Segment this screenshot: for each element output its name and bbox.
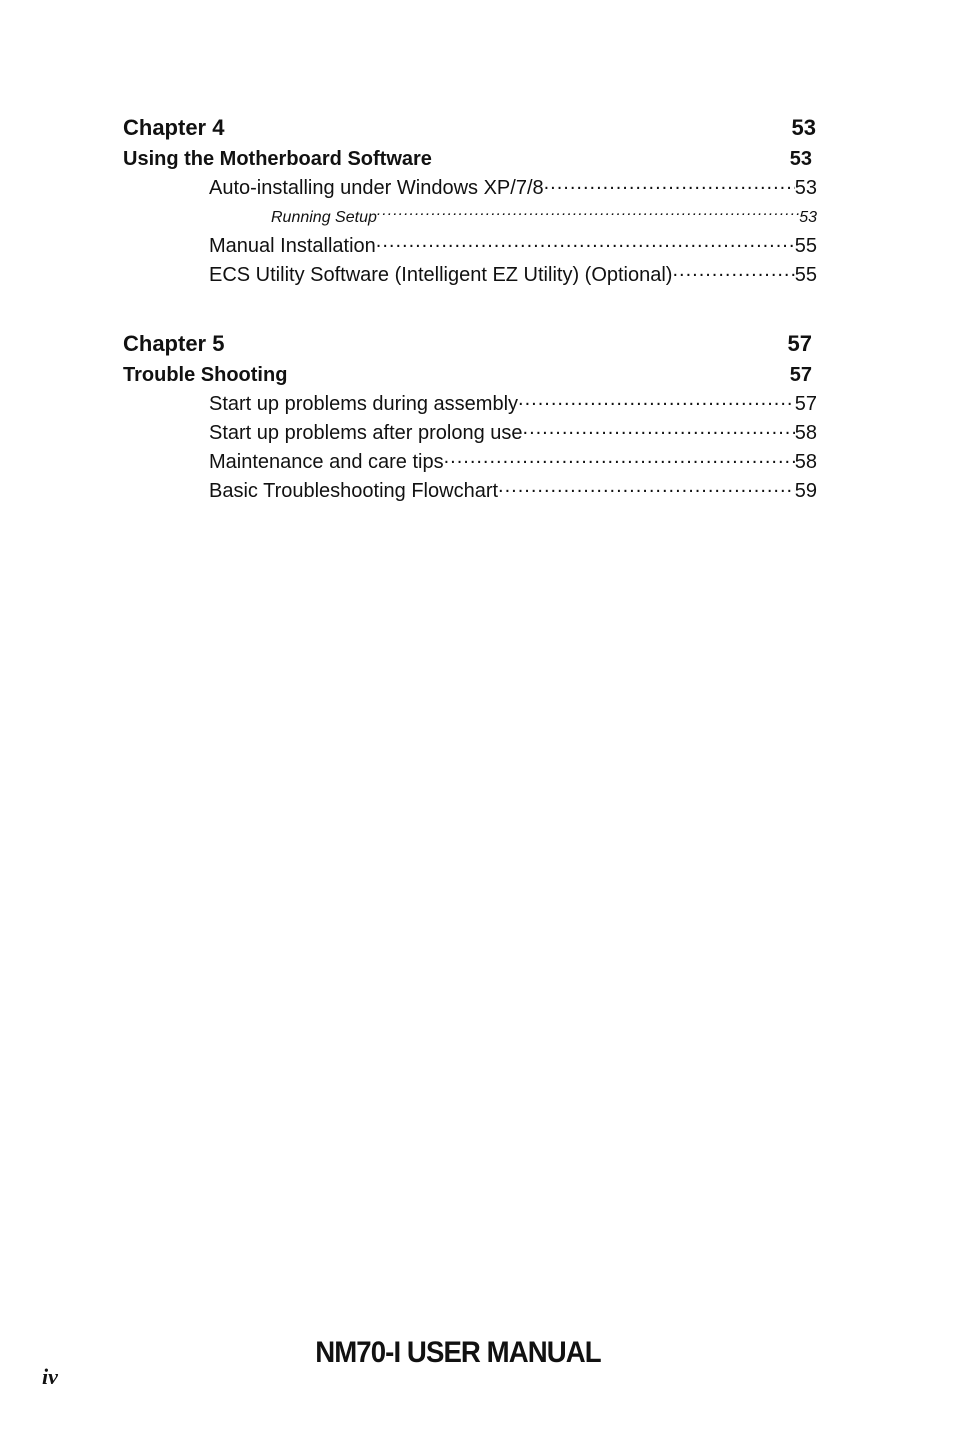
dot-leader xyxy=(672,261,794,281)
dot-leader xyxy=(523,419,795,439)
section-title: Trouble Shooting xyxy=(123,364,288,386)
chapter-label: Chapter 5 xyxy=(123,331,225,356)
toc-entry-page: 58 xyxy=(794,451,817,473)
toc-entry-title: Running Setup xyxy=(271,209,377,226)
toc-entry[interactable] xyxy=(123,261,817,290)
toc-entry[interactable] xyxy=(123,390,817,419)
toc-entry-title: Auto-installing under Windows XP/7/8 xyxy=(209,177,544,199)
toc-entry-title: Maintenance and care tips xyxy=(209,451,444,473)
toc-entry-page: 59 xyxy=(794,480,817,502)
toc-entry-page: 53 xyxy=(794,177,817,199)
toc-entry-title: ECS Utility Software (Intelligent EZ Utility) (Optional) xyxy=(209,264,673,286)
dot-leader xyxy=(444,448,795,468)
toc-entry-page: 57 xyxy=(794,393,817,415)
chapter-label: Chapter 4 xyxy=(123,115,225,140)
section-title: Using the Motherboard Software xyxy=(123,148,432,170)
section-page-number: 53 xyxy=(789,148,812,170)
chapter-heading[interactable] xyxy=(123,328,817,360)
toc-entry-title: Manual Installation xyxy=(209,235,376,257)
toc-subentry[interactable] xyxy=(123,203,817,232)
toc-entry[interactable] xyxy=(123,232,817,261)
toc-entry[interactable] xyxy=(123,174,817,203)
toc-entry[interactable] xyxy=(123,419,817,448)
toc-entry[interactable] xyxy=(123,448,817,477)
section-heading[interactable] xyxy=(123,360,817,390)
toc-entry-title: Start up problems during assembly xyxy=(209,393,519,415)
dot-leader xyxy=(498,477,795,497)
page-number: iv xyxy=(42,1364,58,1389)
chapter-heading[interactable] xyxy=(123,112,817,144)
dot-leader xyxy=(377,206,799,222)
toc-entry-page: 55 xyxy=(794,235,817,257)
toc-entry-page: 55 xyxy=(794,264,817,286)
dot-leader xyxy=(544,174,795,194)
table-of-contents xyxy=(123,112,817,544)
dot-leader xyxy=(518,390,795,410)
section-page-number: 57 xyxy=(789,364,812,386)
dot-leader xyxy=(376,232,795,252)
chapter-page-number: 53 xyxy=(791,115,816,140)
chapter-page-number: 57 xyxy=(787,331,812,356)
manual-title: NM70-I USER MANUAL xyxy=(315,1336,601,1369)
chapter-5-block xyxy=(123,328,817,506)
toc-entry-page: 53 xyxy=(799,209,817,226)
toc-entry-title: Start up problems after prolong use xyxy=(209,422,523,444)
toc-entry-page: 58 xyxy=(794,422,817,444)
section-heading[interactable] xyxy=(123,144,817,174)
toc-entry[interactable] xyxy=(123,477,817,506)
toc-entry-title: Basic Troubleshooting Flowchart xyxy=(209,480,499,502)
chapter-4-block xyxy=(123,112,817,290)
